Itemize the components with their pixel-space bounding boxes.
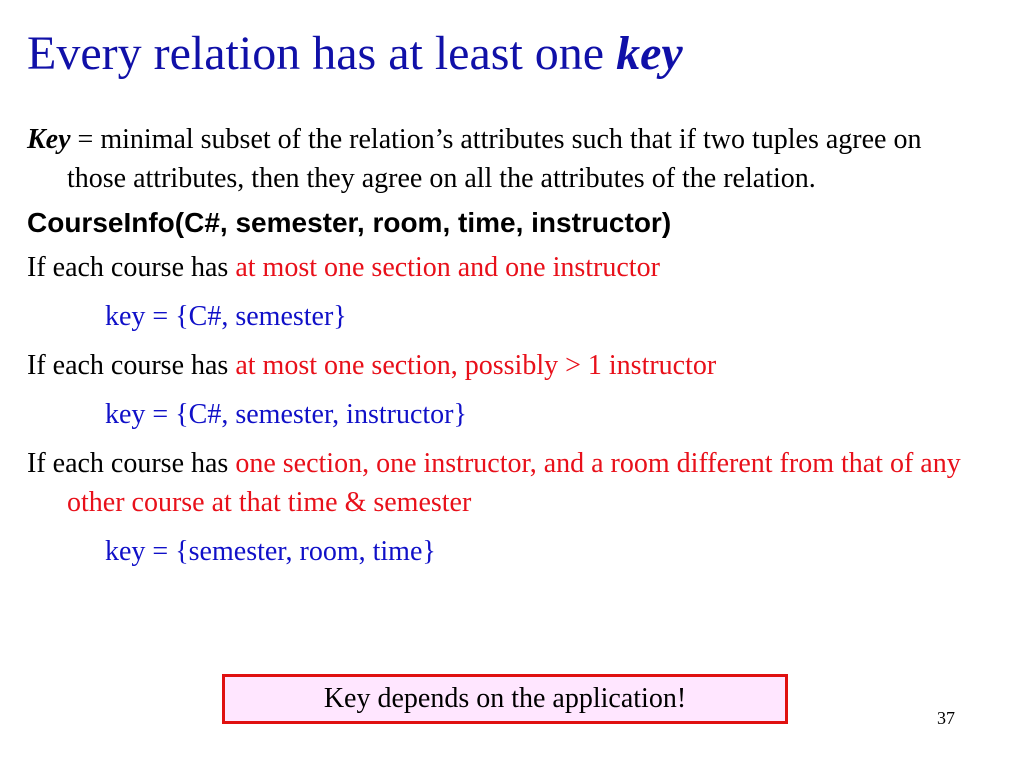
key-definition-text: = minimal subset of the relation’s attributes such that if two tuples agree on those attributes, then they agree on all the attributes of the relation.	[67, 124, 922, 194]
slide-title-keyword: key	[616, 27, 683, 80]
slide-body	[27, 120, 977, 581]
case-item	[27, 444, 977, 522]
case-key: key = {C#, semester}	[105, 301, 347, 332]
page-number: 37	[937, 708, 955, 728]
case-item	[27, 248, 977, 287]
case-condition: at most one section, possibly > 1 instructor	[235, 350, 717, 381]
case-key: key = {semester, room, time}	[105, 536, 436, 567]
case-item	[27, 346, 977, 385]
slide-title-text: Every relation has at least one	[27, 27, 617, 80]
slide-title	[27, 24, 683, 84]
case-condition: at most one section and one instructor	[235, 252, 660, 283]
case-key: key = {C#, semester, instructor}	[105, 399, 467, 430]
case-prefix: If each course has	[27, 350, 236, 381]
key-definition	[27, 120, 977, 198]
case-prefix: If each course has	[27, 252, 236, 283]
key-definition-term: Key	[27, 124, 71, 155]
case-prefix: If each course has	[27, 448, 236, 479]
case-condition: one section, one instructor, and a room different from that of any other course at that time & semester	[67, 448, 961, 518]
callout-text: Key depends on the application!	[323, 683, 687, 714]
callout-box	[222, 674, 788, 724]
relation-schema: CourseInfo(C#, semester, room, time, instructor)	[27, 207, 672, 238]
